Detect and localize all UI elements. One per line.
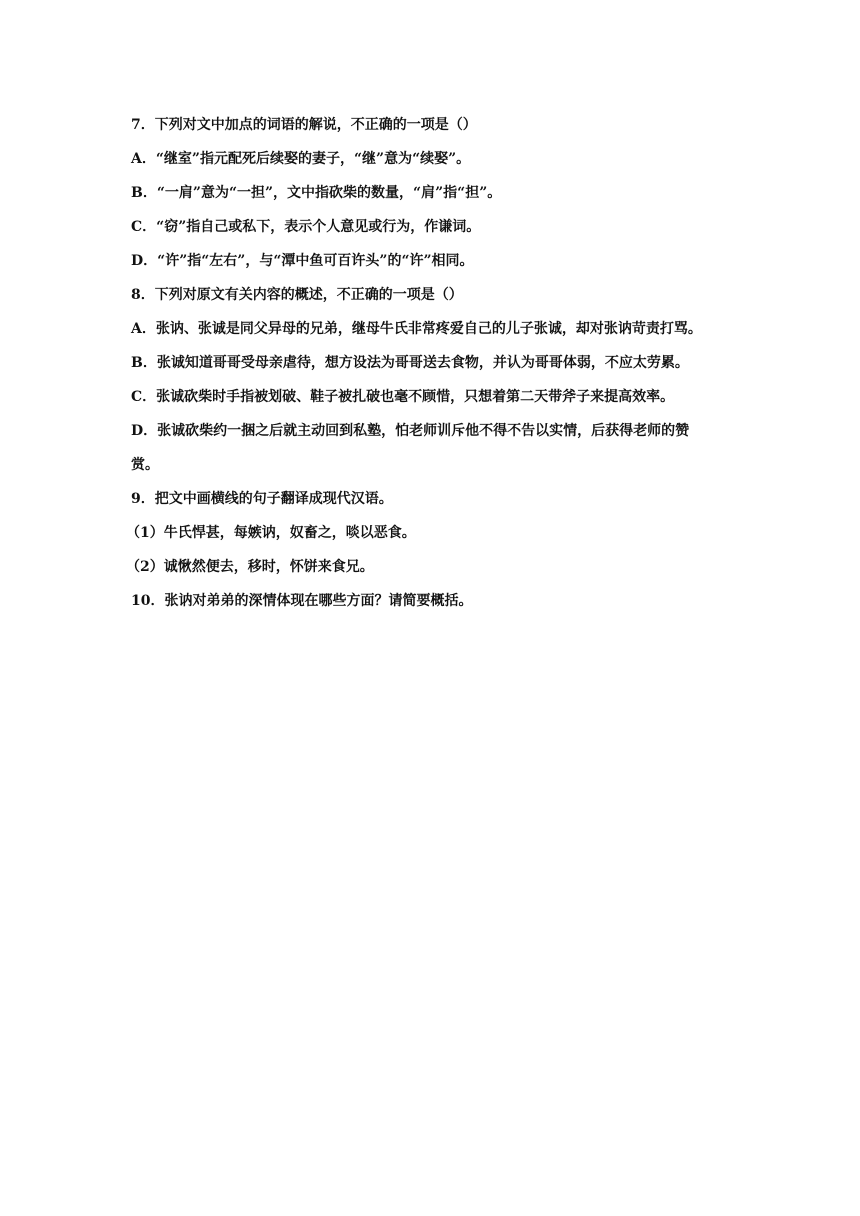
question-7-option-a: A．“继室”指元配死后续娶的妻子，“继”意为“续娶”。 [131, 151, 471, 167]
question-9-sentence-1: （1）牛氏悍甚，每嫉讷，奴畜之，啖以恶食。 [126, 525, 416, 541]
question-7-option-b: B．“一肩”意为“一担”，文中指砍柴的数量，“肩”指“担”。 [131, 185, 502, 201]
question-8-option-d-line1: D．张诚砍柴约一捆之后就主动回到私塾，怕老师训斥他不得不告以实情，后获得老师的赞 [131, 423, 690, 439]
question-7-stem: 7．下列对文中加点的词语的解说，不正确的一项是（） [131, 117, 477, 133]
question-8-stem: 8．下列对原文有关内容的概述，不正确的一项是（） [131, 287, 463, 303]
question-9-sentence-2: （2）诚愀然便去，移时，怀饼来食兄。 [126, 559, 374, 575]
question-10-stem: 10．张讷对弟弟的深情体现在哪些方面？请简要概括。 [131, 593, 473, 609]
question-8-option-d-line2: 赏。 [131, 457, 159, 473]
question-8-option-b: B．张诚知道哥哥受母亲虐待，想方设法为哥哥送去食物，并认为哥哥体弱，不应太劳累。 [131, 355, 689, 371]
exam-page [126, 108, 741, 618]
question-9-stem: 9．把文中画横线的句子翻译成现代汉语。 [131, 491, 393, 507]
question-8-option-a: A．张讷、张诚是同父异母的兄弟，继母牛氏非常疼爱自己的儿子张诚，却对张讷苛责打骂。 [131, 321, 702, 337]
question-7-option-c: C．“窃”指自己或私下，表示个人意见或行为，作谦词。 [131, 219, 481, 235]
question-8-option-c: C．张诚砍柴时手指被划破、鞋子被扎破也毫不顾惜，只想着第二天带斧子来提高效率。 [131, 389, 675, 405]
question-7-option-d: D．“许”指“左右”，与“潭中鱼可百许头”的“许”相同。 [131, 253, 474, 269]
